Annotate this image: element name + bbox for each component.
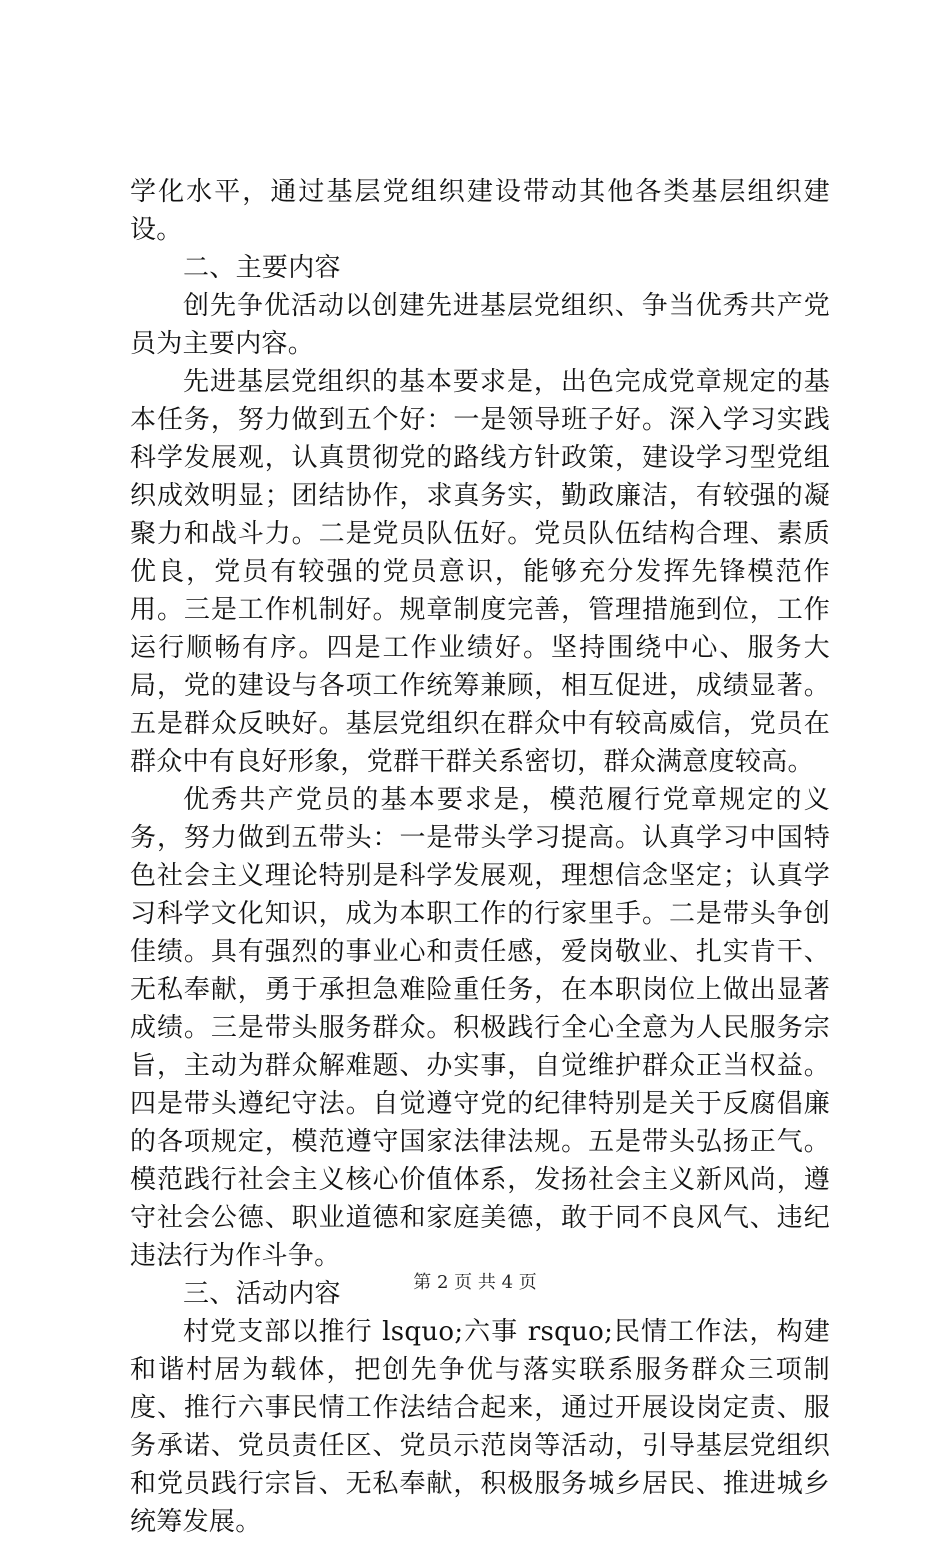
section-heading-activity-content: 三、活动内容: [183, 1279, 341, 1309]
page-number-footer: 第 2 页 共 4 页: [413, 1272, 537, 1293]
section-heading-main-content: 二、主要内容: [183, 253, 341, 283]
paragraph-continuation: 学化水平，通过基层党组织建设带动其他各类基层组织建设。: [130, 177, 830, 245]
paragraph-excellent-party-member: 优秀共产党员的基本要求是，模范履行党章规定的义务，努力做到五带头：一是带头学习提高。认真学习中国特色社会主义理论特别是科学发展观，理想信念坚定；认真学习科学文化知识，成为本职工作的行家里手。二是带头争创佳绩。具有强烈的事业心和责任感，爱岗敬业、扎实肯干、无私奉献，勇于承担急难险重任务，在本职岗位上做出显著成绩。三是带头服务群众。积极践行全心全意为人民服务宗旨，主动为群众解难题、办实事，自觉维护群众正当权益。四是带头遵纪守法。自觉遵守党的纪律特别是关于反腐倡廉的各项规定，模范遵守国家法律法规。五是带头弘扬正气。模范践行社会主义核心价值体系，发扬社会主义新风尚，遵守社会公德、职业道德和家庭美德，敢于同不良风气、违纪违法行为作斗争。: [130, 785, 830, 1271]
paragraph-advanced-party-org: 先进基层党组织的基本要求是，出色完成党章规定的基本任务，努力做到五个好：一是领导班子好。深入学习实践科学发展观，认真贯彻党的路线方针政策，建设学习型党组织成效明显；团结协作，求真务实，勤政廉洁，有较强的凝聚力和战斗力。二是党员队伍好。党员队伍结构合理、素质优良，党员有较强的党员意识，能够充分发挥先锋模范作用。三是工作机制好。规章制度完善，管理措施到位，工作运行顺畅有序。四是工作业绩好。坚持围绕中心、服务大局，党的建设与各项工作统筹兼顾，相互促进，成绩显著。五是群众反映好。基层党组织在群众中有较高威信，党员在群众中有良好形象，党群干群关系密切，群众满意度较高。: [130, 367, 830, 777]
document-body: [130, 173, 830, 1541]
paragraph-main-content-intro: 创先争优活动以创建先进基层党组织、争当优秀共产党员为主要内容。: [130, 291, 830, 359]
paragraph-village-branch: 村党支部以推行 lsquo;六事 rsquo;民情工作法，构建和谐村居为载体，把创先争优与落实联系服务群众三项制度、推行六事民情工作法结合起来，通过开展设岗定责、服务承诺、党员责任区、党员示范岗等活动，引导基层党组织和党员践行宗旨、无私奉献，积极服务城乡居民、推进城乡统筹发展。: [130, 1317, 830, 1537]
